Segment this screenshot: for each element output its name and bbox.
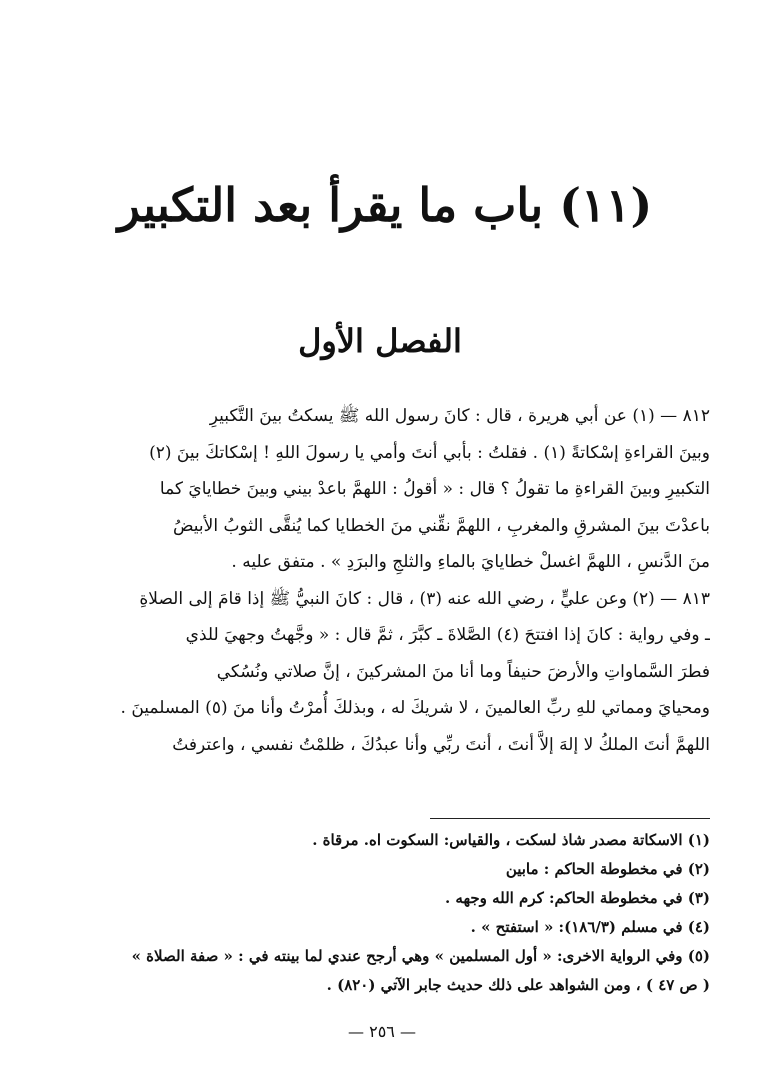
footnote: (٢) في مخطوطة الحاكم : مابين [505,860,710,878]
footnote: (١) الاسكاتة مصدر شاذ لسكت ، والقياس: السكوت اه. مرقاة . [312,831,710,849]
page-number: — ٢٥٦ — [348,1022,416,1041]
footnote: (٤) في مسلم (١٨٦/٣): « استفتح » . [470,918,710,936]
text-line: ـ وفي رواية : كانَ إذا افتتحَ (٤) الصَّلاةَ ـ كبَّرَ ، ثمَّ قال : « وجَّهتُ وجهيَ للذي [185,625,710,645]
text-line: وبينَ القراءةِ إسْكاتةً (١) . فقلتُ : بأبي أنتَ وأمي يا رسولَ اللهِ ! إسْكاتكَ بينَ (٢) [149,442,710,463]
footnote: (٣) في مخطوطة الحاكم: كرم الله وجهه . [444,889,710,907]
text-line: باعدْتَ بينَ المشرقِ والمغربِ ، اللهمَّ نقِّني منَ الخطايا كما يُنقَّى الثوبُ الأبيضُ [172,515,710,536]
section-title: الفصل الأول [298,322,462,360]
footnote-divider [430,818,710,819]
text-line: ٨١٣ — (٢) وعن عليٍّ ، رضي الله عنه (٣) ، قال : كانَ النبيُّ ﷺ إذا قامَ إلى الصلاةِ [139,588,710,609]
text-line: ومحيايَ ومماتي للهِ ربِّ العالمينَ ، لا شريكَ له ، وبذلكَ أُمرْتُ وأنا منَ (٥) المسلمينَ . [120,698,710,718]
chapter-title: (١١) باب ما يقرأ بعد التكبير [117,178,653,232]
text-line: منَ الدَّنسِ ، اللهمَّ اغسلْ خطايايَ بالماءِ والثلجِ والبرَدِ » . متفق عليه . [231,552,710,572]
footnotes [54,826,710,1000]
hadith-text [54,398,710,763]
text-line: اللهمَّ أنتَ الملكُ لا إلهَ إلاَّ أنتَ ، أنتَ ربِّي وأنا عبدُكَ ، ظلمْتُ نفسي ، واعترفتُ [172,734,710,755]
footnote: (٥) وفي الرواية الاخرى: « أول المسلمين » وهي أرجح عندي لما بينته في : « صفة الصلاة » [131,947,710,965]
text-line: ٨١٢ — (١) عن أبي هريرة ، قال : كانَ رسول الله ﷺ يسكتُ بينَ التَّكبيرِ [209,406,710,426]
text-line: فطرَ السَّماواتِ والأرضَ حنيفاً وما أنا منَ المشركينَ ، إنَّ صلاتي ونُسُكي [216,661,710,682]
text-line: التكبيرِ وبينَ القراءةِ ما تقولُ ؟ قال : « أقولُ : اللهمَّ باعدْ بيني وبينَ خطايايَ كما [159,479,710,499]
footnote: ( ص ٤٧ ) ، ومن الشواهد على ذلك حديث جابر الآتي (٨٢٠) . [326,976,710,994]
